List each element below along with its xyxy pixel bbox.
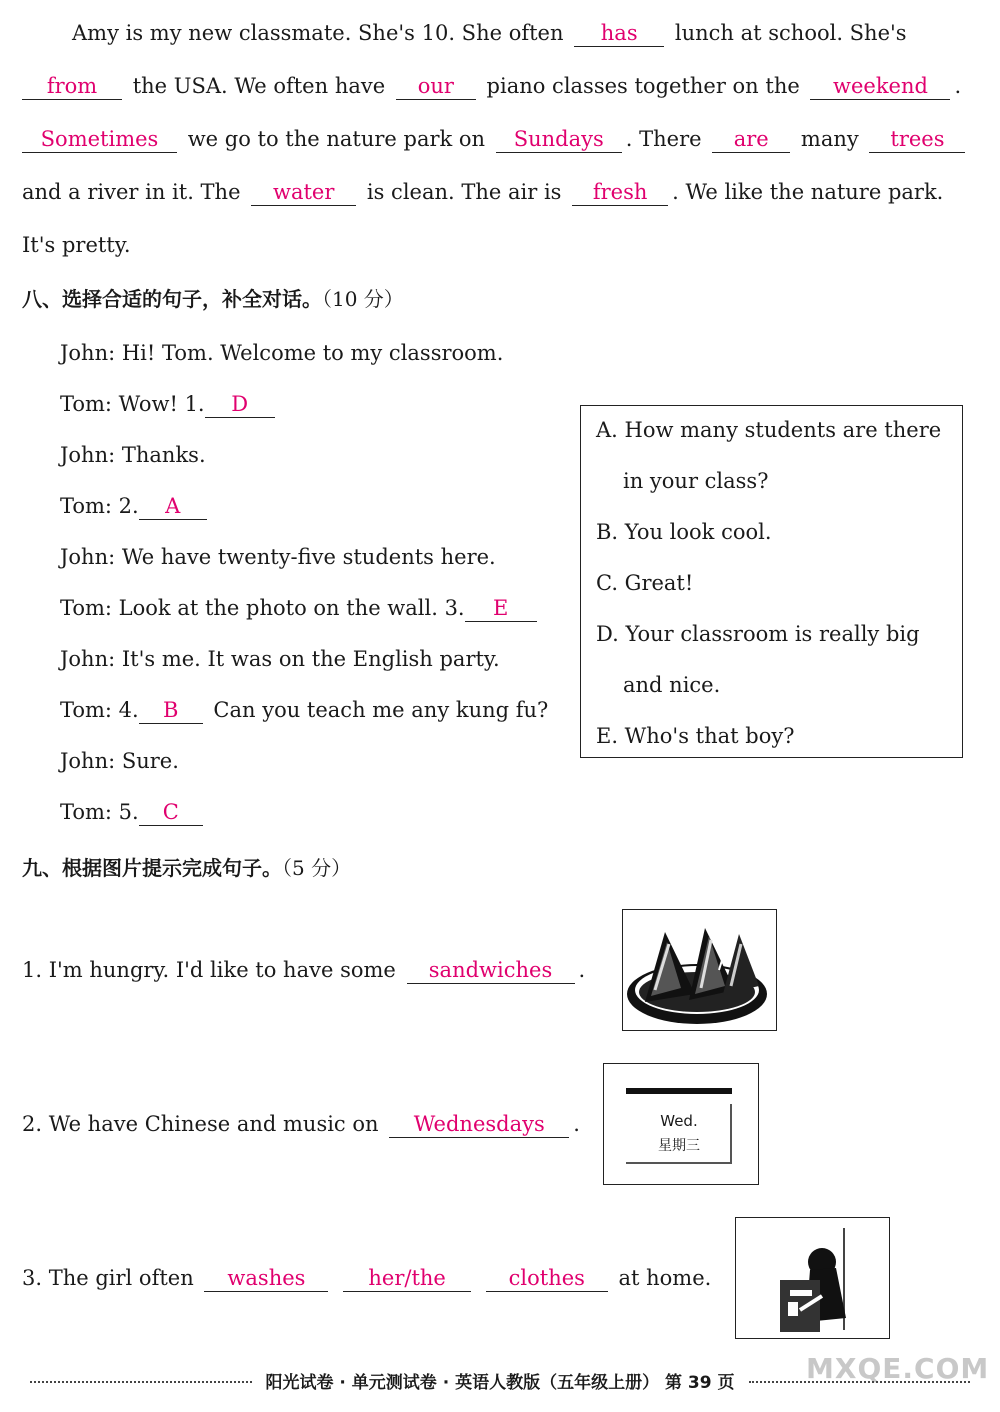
dialogue-line: John: We have twenty-five students here. <box>60 545 496 569</box>
option-d: D. Your classroom is really big <box>596 622 920 646</box>
girl-washing-picture <box>735 1217 890 1339</box>
passage-line-4: and a river in it. The water is clean. The air is fresh . We like the nature park. <box>22 180 944 204</box>
passage-line-2: from the USA. We often have our piano classes together on the weekend . <box>22 71 961 101</box>
answer-blank: B <box>139 697 203 724</box>
answer-blank: trees <box>869 126 965 153</box>
dialogue-line: John: Hi! Tom. Welcome to my classroom. <box>60 341 504 365</box>
footer-text: 阳光试卷 · 单元测试卷 · 英语人教版（五年级上册） 第 39 页 <box>265 1372 735 1393</box>
section-9-heading: 九、根据图片提示完成句子。（5 分） <box>22 856 352 880</box>
dialogue-line: John: Sure. <box>60 749 179 773</box>
watermark: MXQE.COM <box>806 1352 990 1385</box>
answer-blank: her/the <box>343 1265 471 1292</box>
sandwich-icon <box>623 910 775 1029</box>
answer-blank: Sometimes <box>22 126 177 153</box>
question-2: 2. We have Chinese and music on Wednesdays . <box>22 1112 580 1136</box>
answer-blank: water <box>251 179 356 206</box>
answer-blank: clothes <box>486 1265 608 1292</box>
answer-blank: weekend <box>810 73 950 100</box>
option-c: C. Great! <box>596 571 694 595</box>
answer-blank: E <box>465 595 537 622</box>
answer-blank: has <box>574 20 664 47</box>
option-b: B. You look cool. <box>596 520 772 544</box>
answer-blank: our <box>396 73 476 100</box>
option-a-cont: in your class? <box>623 469 769 493</box>
dialogue-line: Tom: 5. C <box>60 797 207 827</box>
page-footer <box>30 1368 970 1392</box>
option-e: E. Who's that boy? <box>596 724 795 748</box>
sandwich-picture <box>622 909 777 1031</box>
dialogue-line: John: Thanks. <box>60 443 206 467</box>
answer-blank: washes <box>204 1265 328 1292</box>
passage-line-3: Sometimes we go to the nature park on Sundays . There are many trees <box>22 124 969 154</box>
footer-dots-right <box>749 1381 971 1383</box>
dialogue-line: Tom: Look at the photo on the wall. 3. E <box>60 593 541 623</box>
option-d-cont: and nice. <box>623 673 721 697</box>
answer-blank: fresh <box>572 179 668 206</box>
dialogue-line: Tom: 4. B Can you teach me any kung fu? <box>60 698 549 722</box>
washing-icon <box>736 1218 888 1337</box>
answer-blank: Wednesdays <box>389 1111 569 1138</box>
answer-blank: C <box>139 799 203 826</box>
answer-blank: from <box>22 73 122 100</box>
calendar-day-en: Wed. <box>660 1112 698 1130</box>
calendar-bar <box>626 1088 732 1094</box>
calendar-picture <box>603 1063 759 1185</box>
answer-blank: are <box>712 126 790 153</box>
question-3: 3. The girl often washes her/the clothes at home. <box>22 1266 712 1290</box>
answer-blank: A <box>139 493 207 520</box>
answer-blank: sandwiches <box>407 957 575 984</box>
answer-blank: D <box>205 391 275 418</box>
answer-blank: Sundays <box>496 126 622 153</box>
passage-line-5: It's pretty. <box>22 233 131 257</box>
dialogue-line: Tom: Wow! 1. D <box>60 389 279 419</box>
footer-dots-left <box>30 1381 252 1383</box>
option-a: A. How many students are there <box>596 418 942 442</box>
passage-line-1: Amy is my new classmate. She's 10. She often has lunch at school. She's <box>72 21 907 45</box>
calendar-day-zh: 星期三 <box>658 1138 700 1154</box>
dialogue-line: Tom: 2. A <box>60 491 211 521</box>
dialogue-line: John: It's me. It was on the English party. <box>60 647 500 671</box>
options-box <box>580 405 963 758</box>
section-8-heading: 八、选择合适的句子，补全对话。（10 分） <box>22 287 404 311</box>
question-1: 1. I'm hungry. I'd like to have some sandwiches . <box>22 958 586 982</box>
